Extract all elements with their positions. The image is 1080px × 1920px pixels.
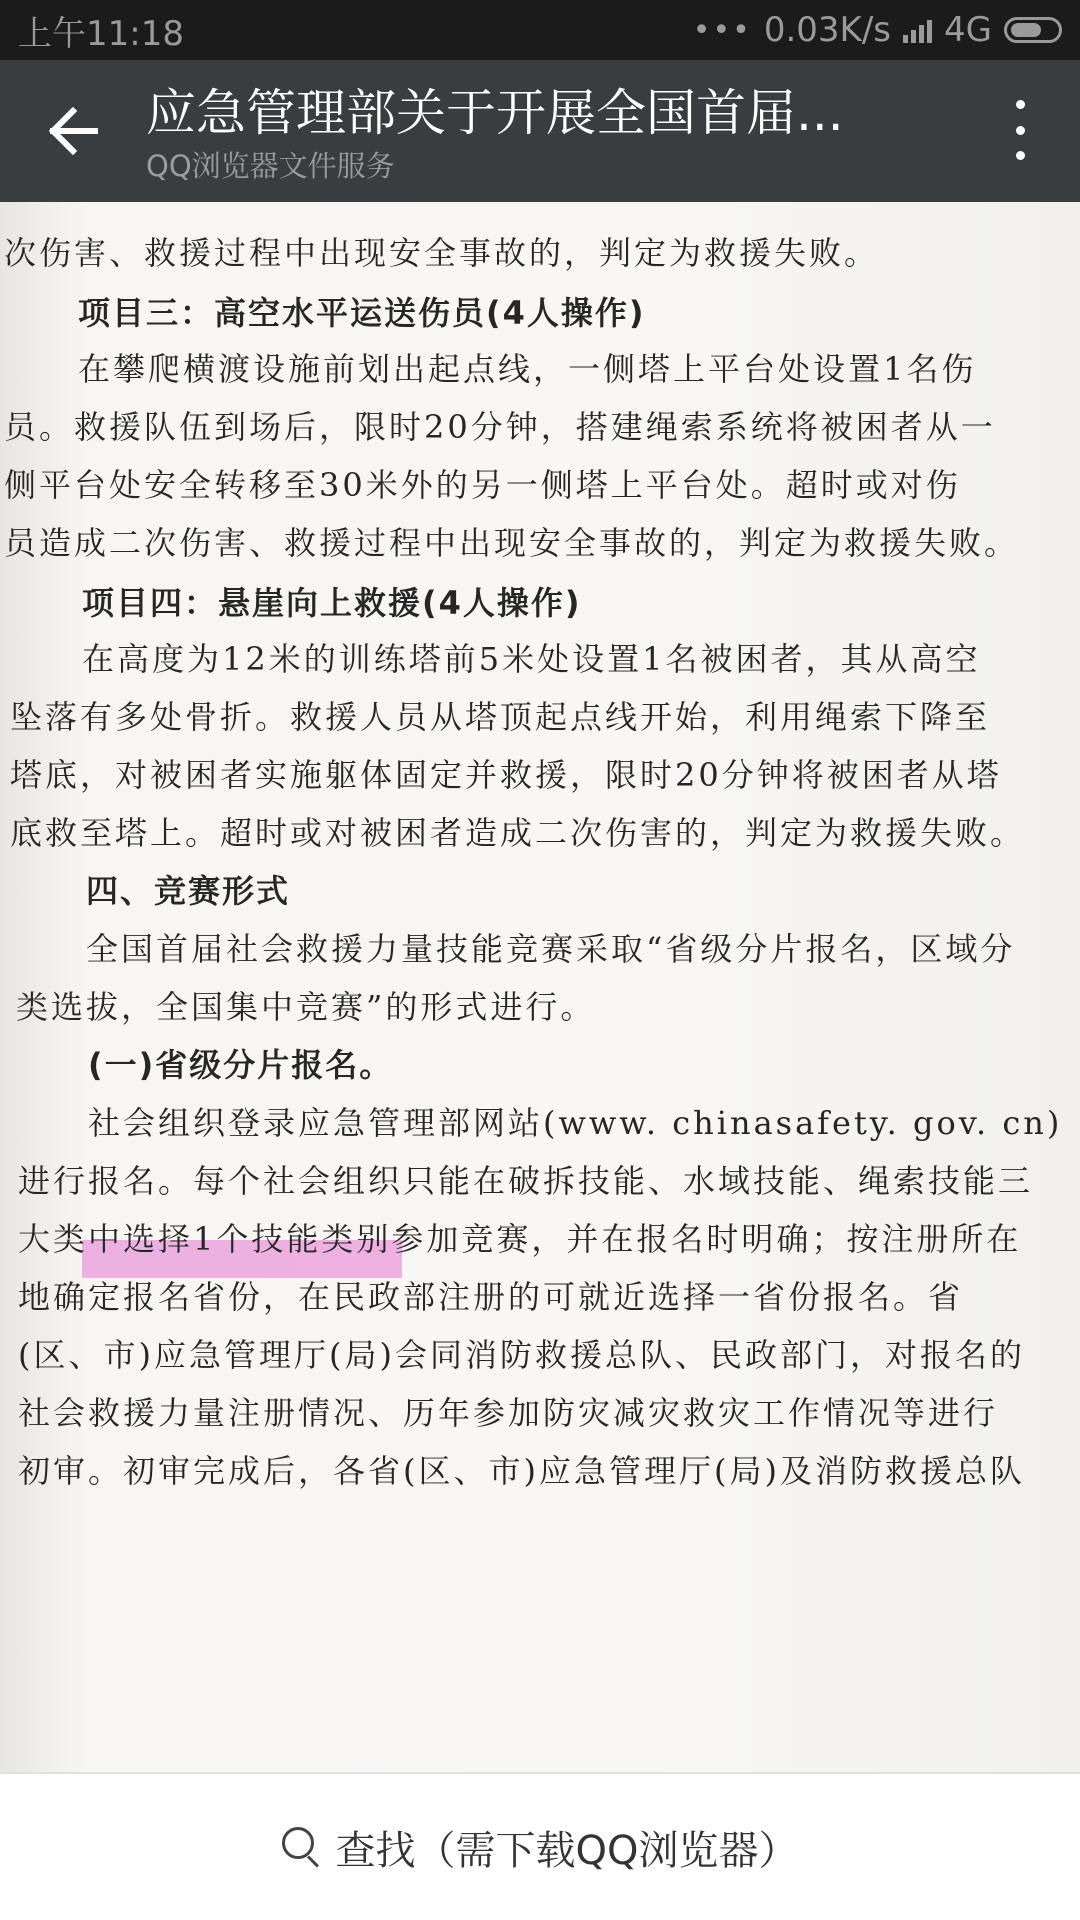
document-line: 次伤害、救援过程中出现安全事故的，判定为救援失败。 (4, 234, 880, 272)
arrow-back-icon (47, 107, 99, 155)
document-line: 社会救援力量注册情况、历年参加防灾减灾救灾工作情况等进行 (18, 1394, 999, 1432)
network-speed: 0.03K/s (763, 10, 892, 50)
document-line: (区、市)应急管理厅(局)会同消防救援总队、民政部门，对报名的 (18, 1336, 1025, 1374)
more-vert-icon (1016, 100, 1025, 109)
document-viewer[interactable] (0, 202, 1080, 1774)
network-type: 4G (944, 10, 992, 50)
document-line: 在高度为12米的训练塔前5米处设置1名被困者，其从高空 (82, 640, 981, 678)
search-icon (282, 1827, 322, 1867)
app-bar (0, 60, 1080, 202)
title-block (146, 82, 946, 186)
section-heading: 项目三：高空水平运送伤员(4人操作) (78, 294, 646, 332)
document-page (0, 202, 1080, 1774)
section-heading: 项目四：悬崖向上救援(4人操作) (82, 584, 582, 622)
notification-dots-icon: ••• (692, 12, 752, 48)
document-line: 坠落有多处骨折。救援人员从塔顶起点线开始，利用绳索下降至 (10, 698, 991, 736)
document-line: 塔底，对被困者实施躯体固定并救援，限时20分钟将被困者从塔 (10, 756, 1002, 794)
document-line: 员造成二次伤害、救援过程中出现安全事故的，判定为救援失败。 (4, 524, 1020, 562)
document-line: 进行报名。每个社会组织只能在破拆技能、水域技能、绳索技能三 (18, 1162, 1034, 1200)
document-subtitle: QQ浏览器文件服务 (146, 149, 395, 183)
document-line: 员。救援队伍到场后，限时20分钟，搭建绳索系统将被困者从一 (4, 408, 996, 446)
document-title: 应急管理部关于开展全国首届... (146, 84, 844, 142)
status-time: 上午11:18 (18, 13, 184, 54)
document-line: 侧平台处安全转移至30米外的另一侧塔上平台处。超时或对伤 (4, 466, 961, 504)
section-heading: 四、竞赛形式 (86, 872, 291, 910)
status-bar (0, 0, 1080, 60)
back-button[interactable] (38, 96, 108, 166)
document-line: 初审。初审完成后，各省(区、市)应急管理厅(局)及消防救援总队 (18, 1452, 1025, 1490)
document-line: 全国首届社会救援力量技能竞赛采取“省级分片报名，区域分 (86, 930, 1016, 968)
find-label: 查找（需下载QQ浏览器） (335, 1827, 799, 1874)
document-line: 类选拔，全国集中竞赛”的形式进行。 (16, 988, 596, 1026)
section-heading: (一)省级分片报名。 (88, 1046, 394, 1084)
signal-icon (903, 17, 932, 43)
find-button[interactable] (282, 1819, 799, 1876)
status-indicators (693, 10, 1062, 50)
battery-icon (1004, 17, 1062, 43)
more-menu-button[interactable] (1000, 100, 1040, 160)
bottom-bar (0, 1774, 1080, 1920)
document-line: 在攀爬横渡设施前划出起点线，一侧塔上平台处设置1名伤 (78, 350, 977, 388)
document-line: 社会组织登录应急管理部网站(www. chinasafety. gov. cn) (88, 1104, 1063, 1142)
document-line: 底救至塔上。超时或对被困者造成二次伤害的，判定为救援失败。 (10, 814, 1026, 852)
document-line: 地确定报名省份，在民政部注册的可就近选择一省份报名。省 (18, 1278, 964, 1316)
document-line: 大类中选择1个技能类别参加竞赛，并在报名时明确；按注册所在 (18, 1220, 1022, 1258)
